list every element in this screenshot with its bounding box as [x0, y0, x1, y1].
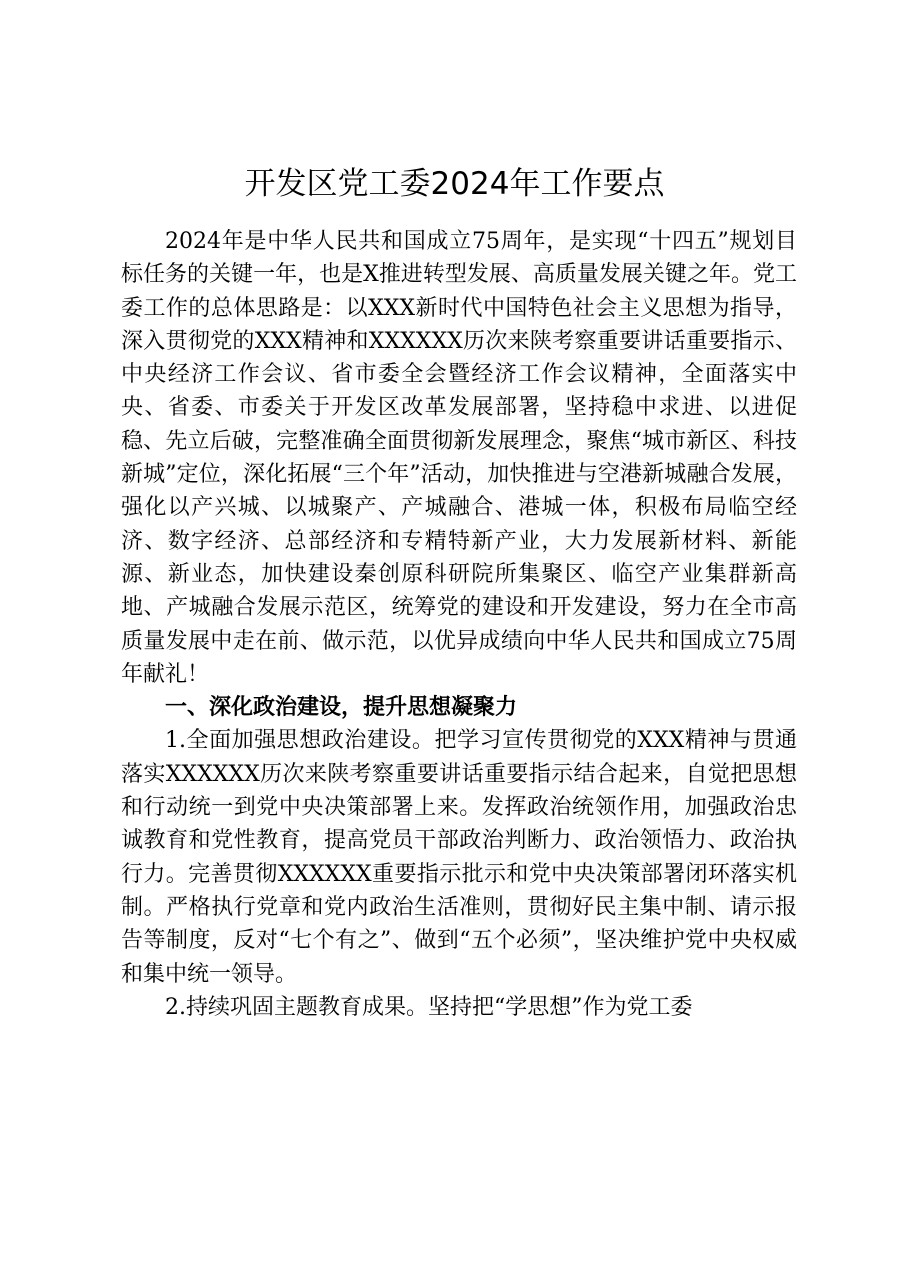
section-heading: 一、深化政治建设，提升思想凝聚力 [165, 695, 518, 721]
document-body [121, 225, 797, 1024]
intro-paragraph: 2024年是中华人民共和国成立75周年，是实现“十四五”规划目标任务的关键一年，也是X推进转型发展、高质量发展关键之年。党工委工作的总体思路是：以XXX新时代中国特色社会主义思想为指导，深入贯彻党的XXX精神和XXXXXX历次来陕考察重要讲话重要指示、中央经济工作会议、省市委全会暨经济工作会议精神，全面落实中央、省委、市委关于开发区改革发展部署，坚持稳中求进、以进促稳、先立后破，完整准确全面贯彻新发展理念，聚焦“城市新区、科技新城”定位，深化拓展“三个年”活动，加快推进与空港新城融合发展，强化以产兴城、以城聚产、产城融合、港城一体，积极布局临空经济、数字经济、总部经济和专精特新产业，大力发展新材料、新能源、新业态，加快建设秦创原科研院所集聚区、临空产业集群新高地、产城融合发展示范区，统筹党的建设和开发建设，努力在全市高质量发展中走在前、做示范，以优异成绩向中华人民共和国成立75周年献礼！ [121, 229, 797, 687]
document-title: 开发区党工委2024年工作要点 [244, 166, 665, 202]
item-paragraph-1: 1.全面加强思想政治建设。把学习宣传贯彻党的XXX精神与贯通落实XXXXXX历次来陕考察重要讲话重要指示结合起来，自觉把思想和行动统一到党中央决策部署上来。发挥政治统领作用，加强政治忠诚教育和党性教育，提高党员干部政治判断力、政治领悟力、政治执行力。完善贯彻XXXXXX重要指示批示和党中央决策部署闭环落实机制。严格执行党章和党内政治生活准则，贯彻好民主集中制、请示报告等制度，反对“七个有之”、做到“五个必须”，坚决维护党中央权威和集中统一领导。 [121, 728, 797, 987]
item-paragraph-2: 2.持续巩固主题教育成果。坚持把“学思想”作为党工委 [165, 994, 693, 1020]
